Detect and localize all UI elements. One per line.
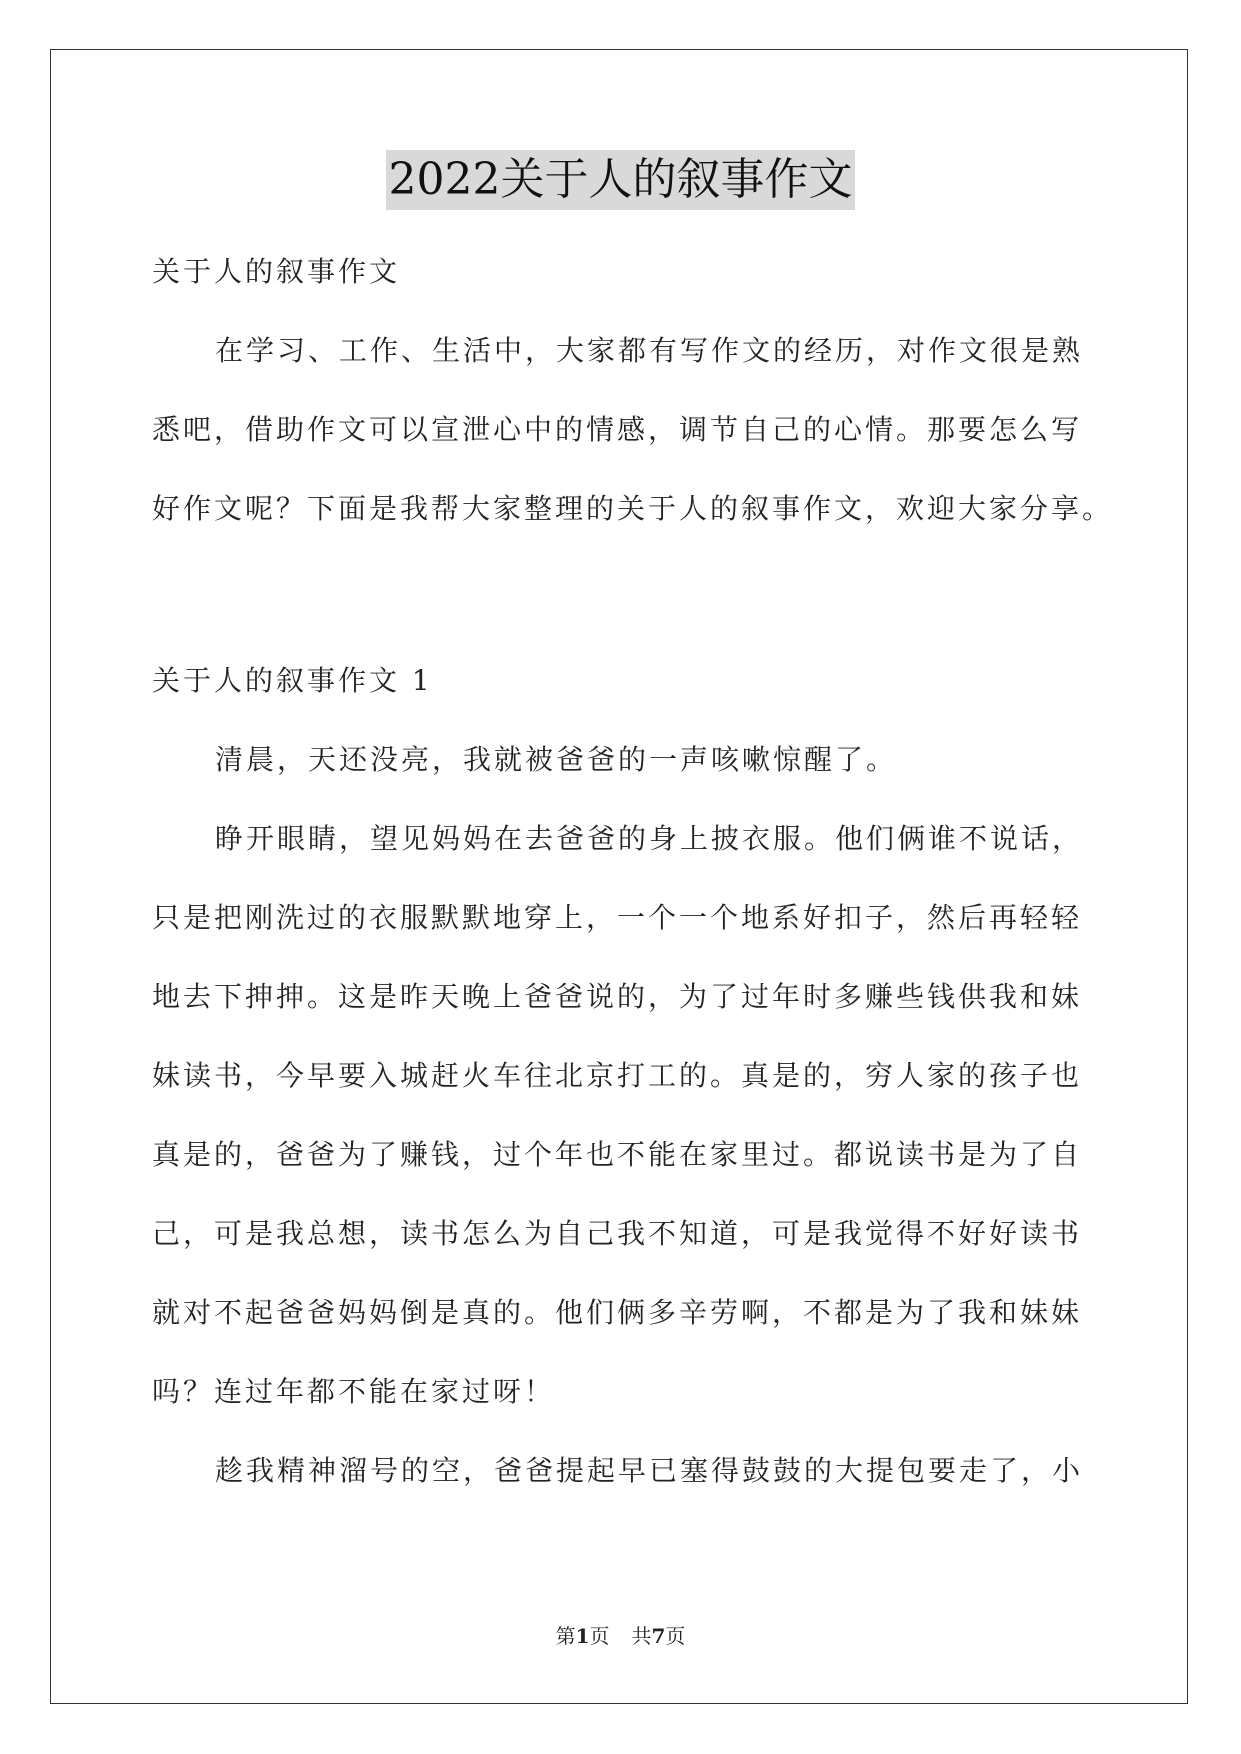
paragraph-line: 清晨，天还没亮，我就被爸爸的一声咳嗽惊醒了。 (215, 743, 898, 776)
title-container (0, 150, 1241, 210)
paragraph-line: 睁开眼睛，望见妈妈在去爸爸的身上披衣服。他们俩谁不说话， (215, 822, 1084, 855)
blank-spacer (152, 548, 1092, 641)
paragraph-line: 在学习、工作、生活中，大家都有写作文的经历，对作文很是熟 (215, 334, 1084, 367)
total-page-count: 7 (651, 1624, 666, 1648)
total-prefix: 共 (631, 1624, 652, 1648)
paragraph-line: 妹读书，今早要入城赶火车往北京打工的。真是的，穷人家的孩子也 (152, 1059, 1083, 1092)
paragraph-line: 只是把刚洗过的衣服默默地穿上，一个一个地系好扣子，然后再轻轻 (152, 901, 1083, 934)
current-page-number: 1 (575, 1624, 590, 1648)
document-body (152, 232, 1114, 1510)
paragraph-line: 趁我精神溜号的空，爸爸提起早已塞得鼓鼓的大提包要走了，小 (215, 1454, 1084, 1487)
paragraph-line: 吗？连过年都不能在家过呀！ (152, 1375, 556, 1408)
paragraph-line: 好作文呢？下面是我帮大家整理的关于人的叙事作文，欢迎大家分享。 (152, 492, 1114, 525)
document-title: 2022关于人的叙事作文 (386, 150, 856, 210)
page-footer (0, 1620, 1241, 1649)
paragraph-line: 就对不起爸爸妈妈倒是真的。他们俩多辛劳啊，不都是为了我和妹妹 (152, 1296, 1083, 1329)
page-suffix: 页 (589, 1624, 610, 1648)
page-prefix: 第 (555, 1624, 576, 1648)
paragraph-line: 地去下抻抻。这是昨天晚上爸爸说的，为了过年时多赚些钱供我和妹 (152, 980, 1083, 1013)
section-heading: 关于人的叙事作文 1 (152, 664, 433, 697)
total-suffix: 页 (665, 1624, 686, 1648)
paragraph-line: 悉吧，借助作文可以宣泄心中的情感，调节自己的心情。那要怎么写 (152, 413, 1083, 446)
subtitle-line: 关于人的叙事作文 (152, 255, 401, 288)
paragraph-line: 真是的，爸爸为了赚钱，过个年也不能在家里过。都说读书是为了自 (152, 1138, 1083, 1171)
paragraph-line: 己，可是我总想，读书怎么为自己我不知道，可是我觉得不好好读书 (152, 1217, 1083, 1250)
